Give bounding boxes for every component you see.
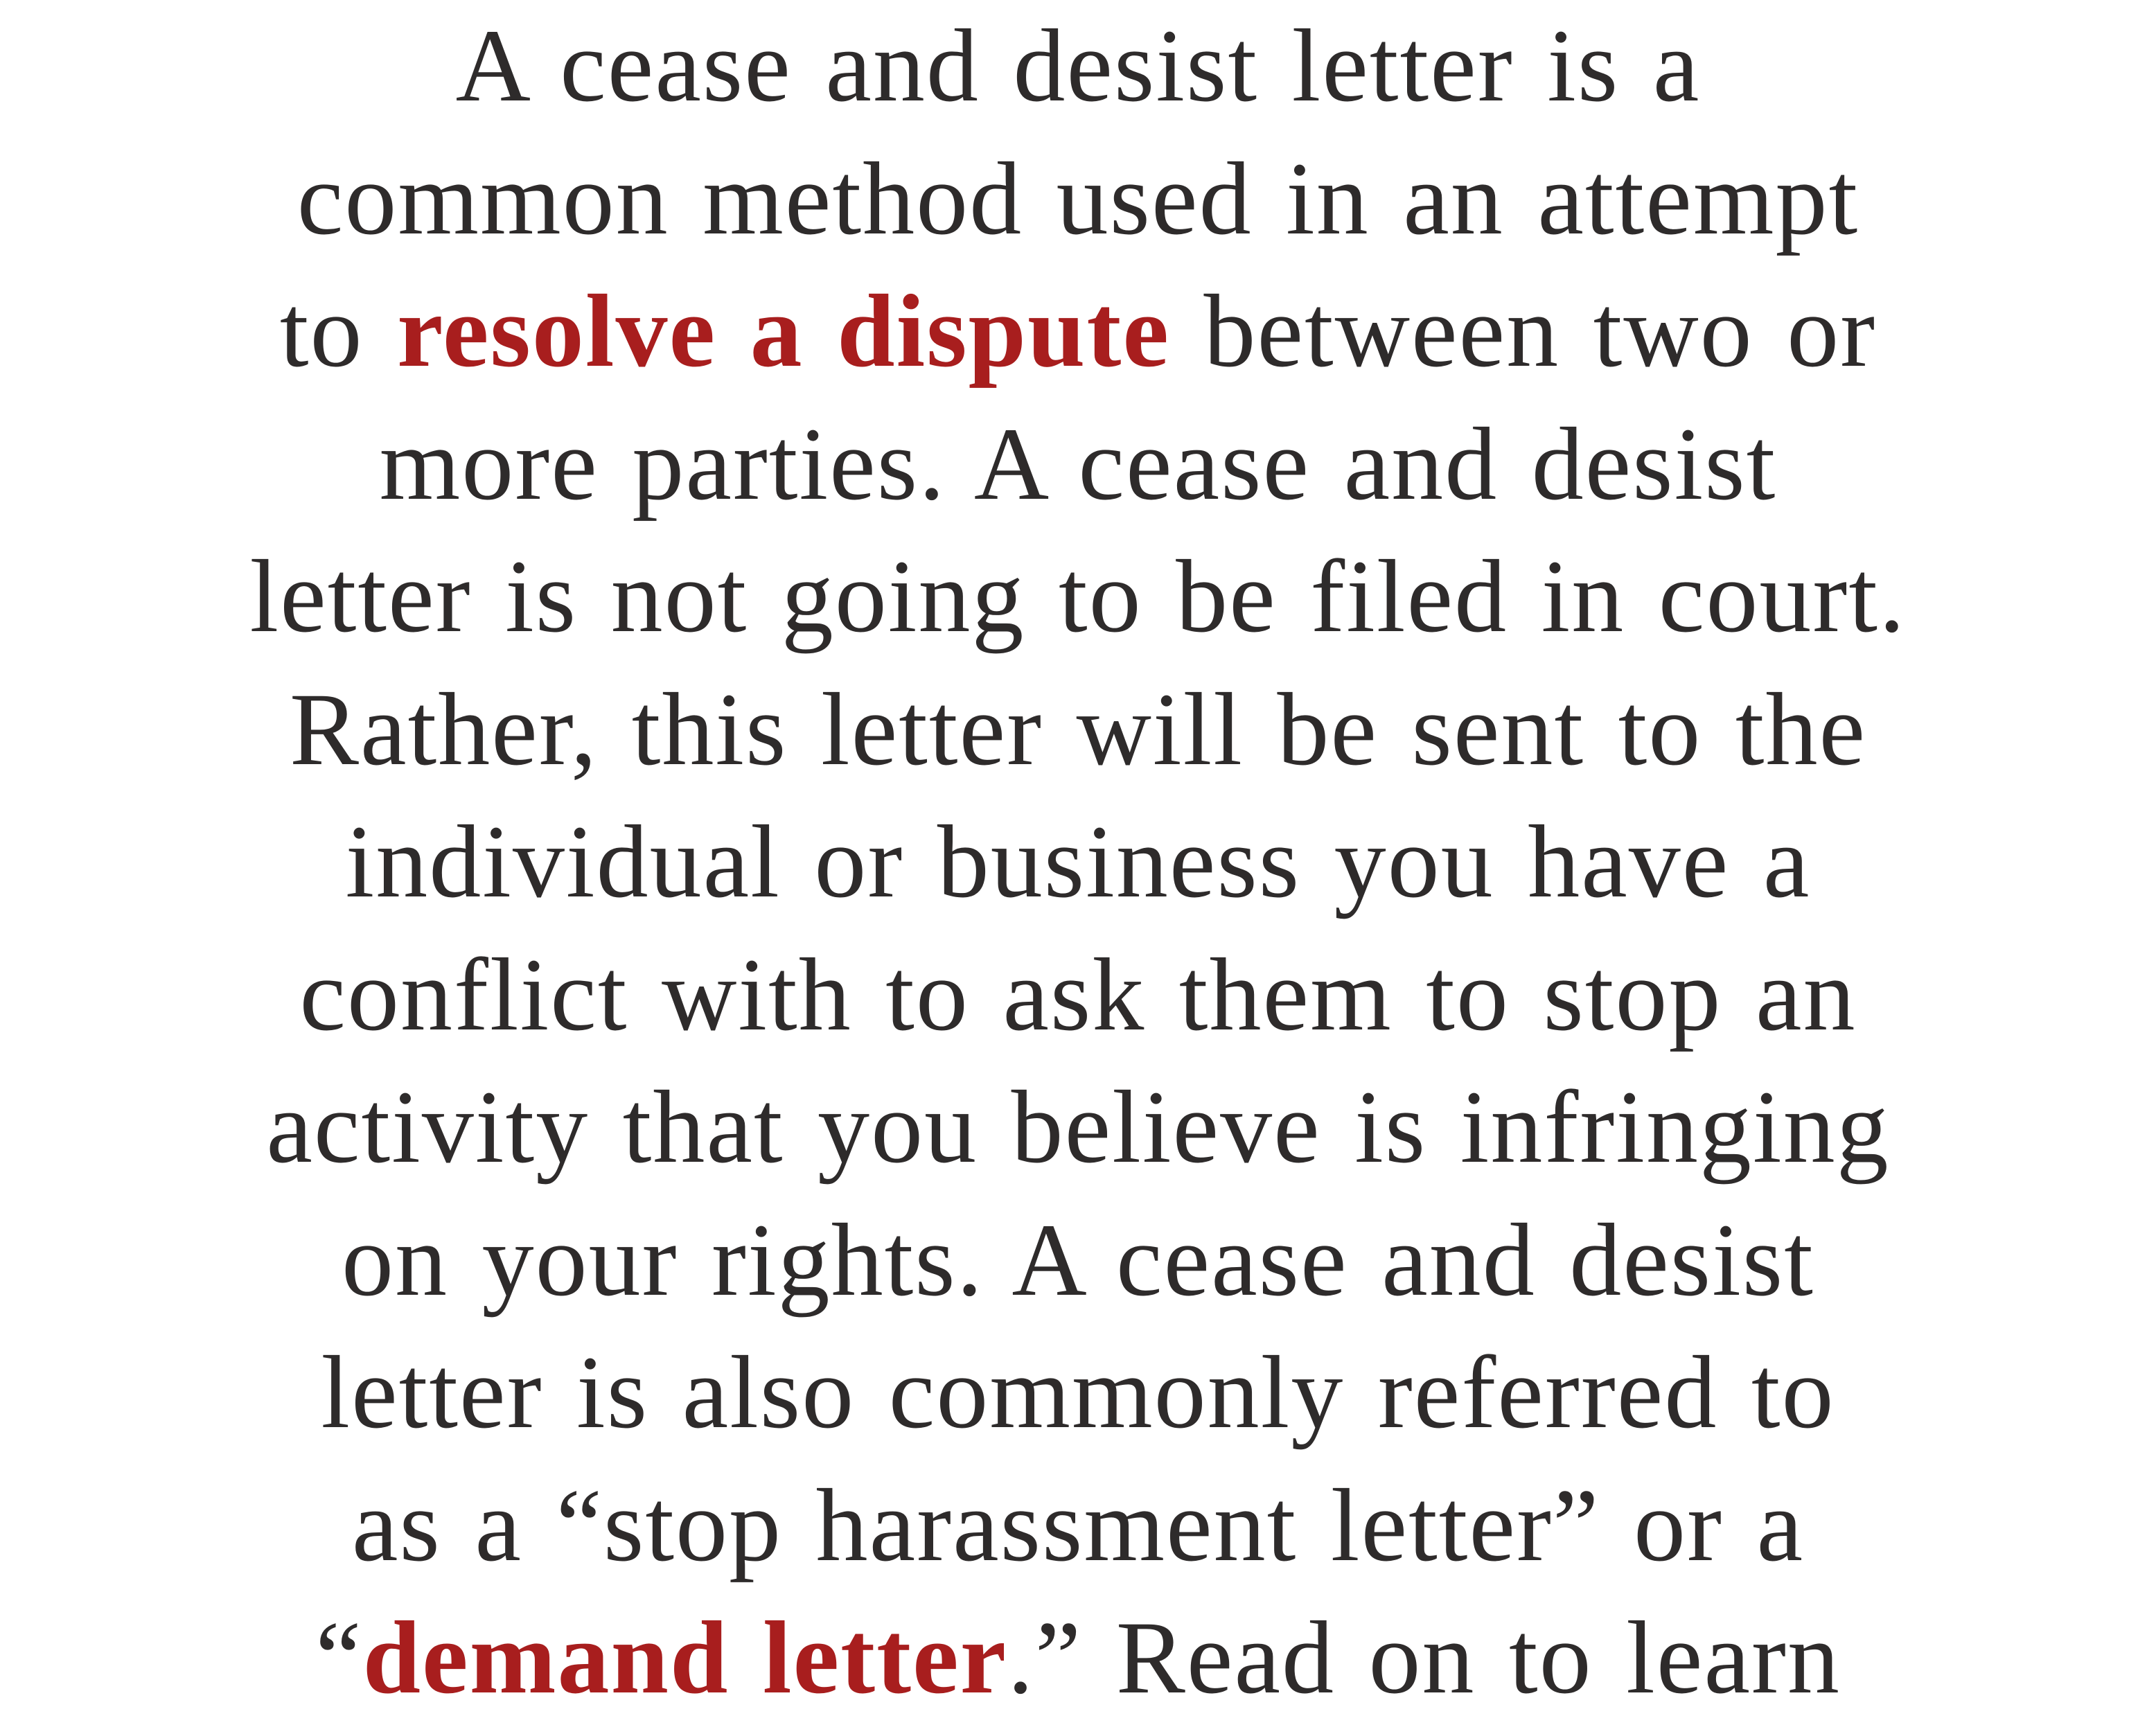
text-line: individual or business you have a <box>345 804 1811 919</box>
text-line: more parties. A cease and desist <box>379 406 1777 522</box>
text-line: A cease and desist letter is a <box>455 8 1701 123</box>
text-line: letter is also commonly referred to <box>321 1335 1835 1450</box>
text-line: as a “stop harassment letter” or a <box>351 1467 1805 1583</box>
text-line: activity that you believe is infringing <box>266 1070 1890 1185</box>
text-run: .” Read on to learn <box>1007 1600 1841 1715</box>
text-line <box>32 1592 2124 1725</box>
resolve-a-dispute-link[interactable]: resolve a dispute <box>397 274 1170 389</box>
text-line: on your rights. A cease and desist <box>342 1202 1814 1318</box>
text-line: conflict with to ask them to stop an <box>299 937 1857 1052</box>
text-line: Rather, this letter will be sent to the <box>289 671 1867 787</box>
text-line: common method used in an attempt <box>297 141 1859 256</box>
text-run: between two or <box>1169 274 1877 389</box>
text-run: “ <box>315 1600 363 1715</box>
article-paragraph <box>32 0 2124 1725</box>
text-line: letter is not going to be filed in court. <box>249 539 1907 654</box>
text-line <box>32 265 2124 398</box>
demand-letter-link[interactable]: demand letter <box>362 1600 1008 1715</box>
text-run: to <box>279 274 398 389</box>
